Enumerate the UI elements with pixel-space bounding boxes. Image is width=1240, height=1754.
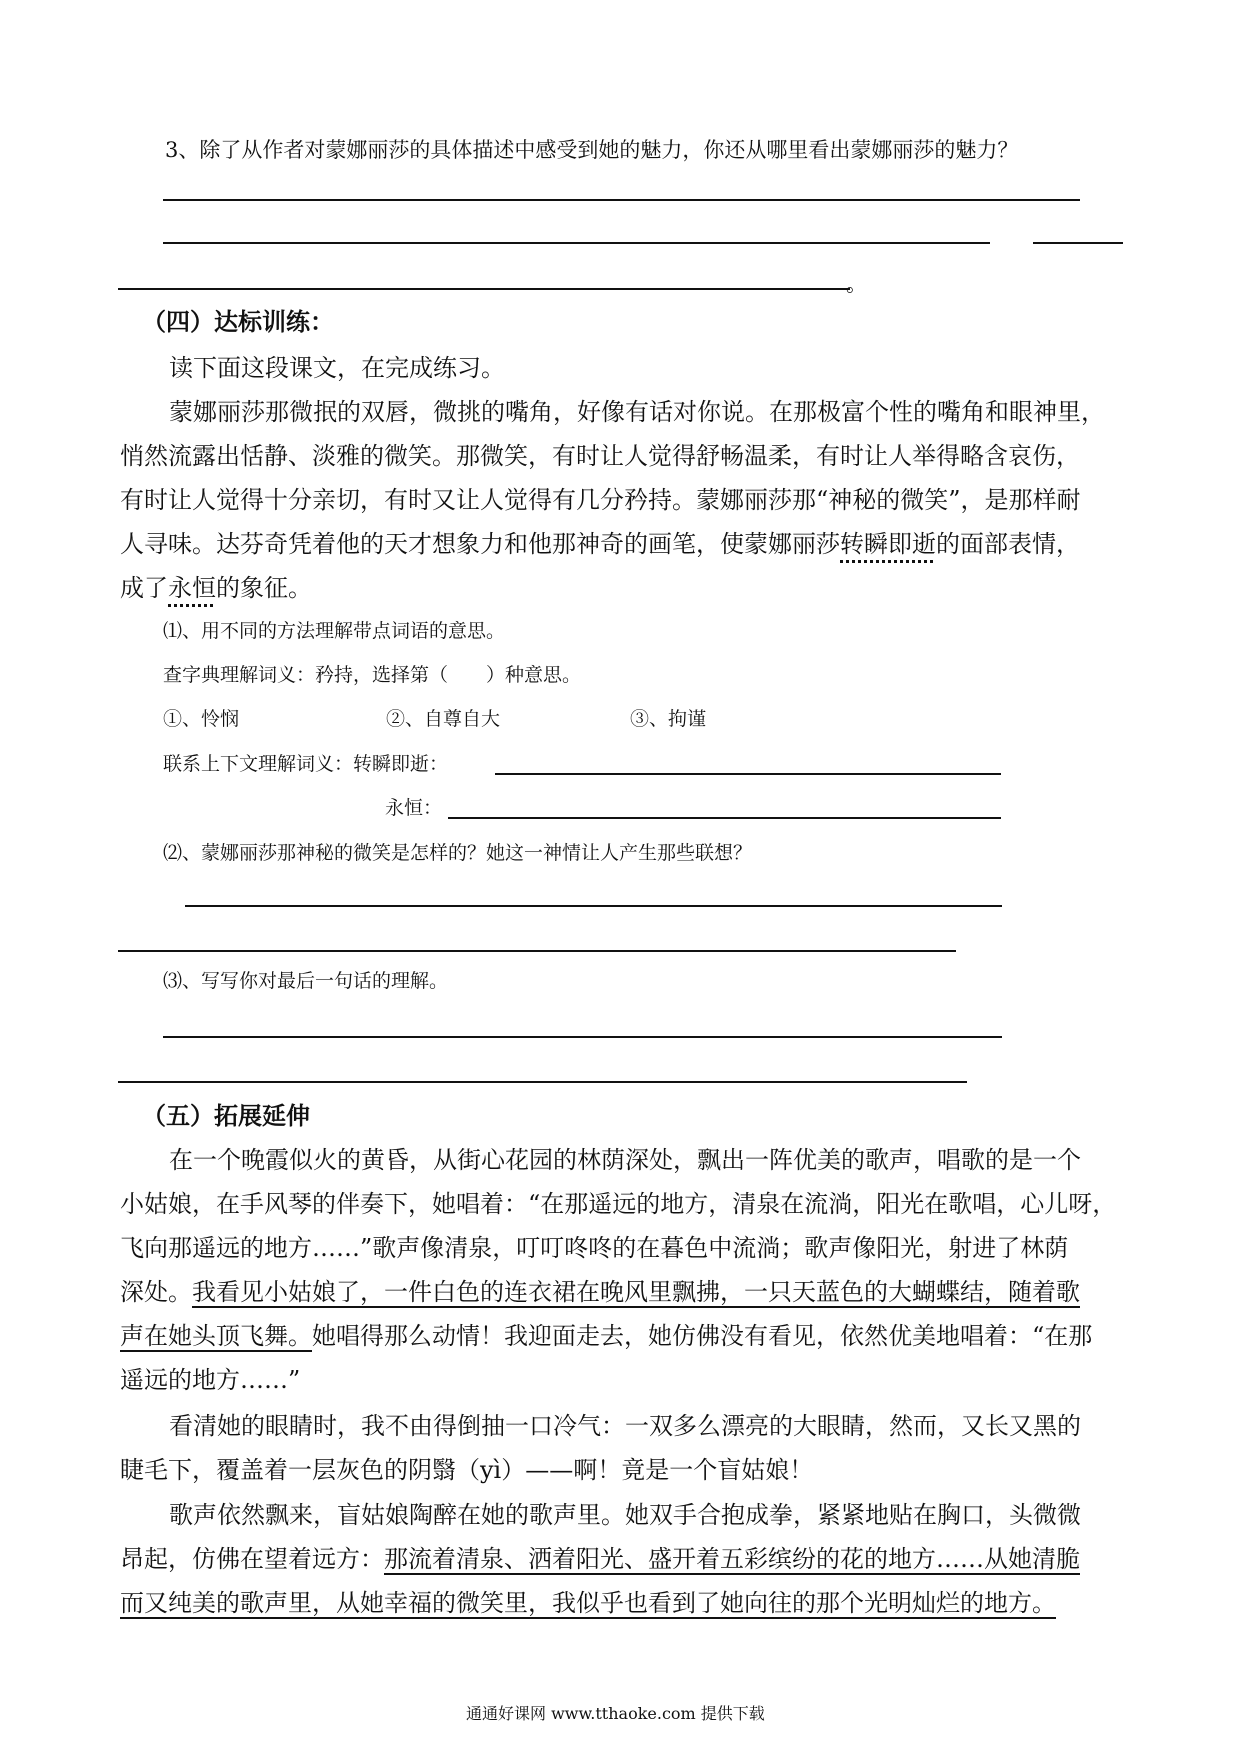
underlined-sentence: 我看见小姑娘了，一件白色的连衣裙在晚风里飘拂，一只天蓝色的大蝴蝶结，随着歌 xyxy=(192,1278,1080,1306)
dotted-word-zhuanshunjishi: 转瞬即逝 xyxy=(840,530,936,558)
passage2-line-5: 声在她头顶飞舞。她唱得那么动情！我迎面走去，她仿佛没有看见，依然优美地唱着：“在那 xyxy=(120,1322,1093,1350)
answer-line[interactable] xyxy=(163,242,990,244)
passage-line-1: 蒙娜丽莎那微抿的双唇，微挑的嘴角，好像有话对你说。在那极富个性的嘴角和眼神里， xyxy=(169,398,1105,426)
passage2-line-10: 昂起，仿佛在望着远方：那流着清泉、洒着阳光、盛开着五彩缤纷的花的地方……从她清脆 xyxy=(120,1545,1080,1573)
answer-line[interactable] xyxy=(163,1036,1002,1038)
answer-line[interactable] xyxy=(448,817,1001,819)
answer-line[interactable] xyxy=(185,905,1002,907)
passage-line-5: 成了永恒的象征。 xyxy=(120,574,312,602)
dotted-word-yongheng: 永恒 xyxy=(168,574,216,602)
passage-line-2: 悄然流露出恬静、淡雅的微笑。那微笑，有时让人觉得舒畅温柔，有时让人举得略含哀伤， xyxy=(120,442,1080,470)
option-1: ①、怜悯 xyxy=(163,708,240,730)
answer-line[interactable] xyxy=(495,773,1001,775)
answer-line[interactable] xyxy=(163,199,1080,201)
passage-line-3: 有时让人觉得十分亲切，有时又让人觉得有几分矜持。蒙娜丽莎那“神秘的微笑”，是那样耐 xyxy=(120,486,1081,514)
subquestion-1: ⑴、用不同的方法理解带点词语的意思。 xyxy=(163,620,506,642)
option-3: ③、拘谨 xyxy=(630,708,707,730)
dictionary-question: 查字典理解词义：矜持，选择第（ ）种意思。 xyxy=(163,664,582,686)
option-2: ②、自尊自大 xyxy=(386,708,501,730)
answer-line[interactable] xyxy=(118,288,850,290)
passage2-line-8: 睫毛下，覆盖着一层灰色的阴翳（yì）——啊！竟是一个盲姑娘！ xyxy=(120,1456,814,1484)
period-mark: 。 xyxy=(846,272,867,296)
underlined-sentence-cont: 声在她头顶飞舞。 xyxy=(120,1322,312,1350)
subquestion-3: ⑶、写写你对最后一句话的理解。 xyxy=(163,970,449,992)
passage2-line-2: 小姑娘，在手风琴的伴奏下，她唱着：“在那遥远的地方，清泉在流淌，阳光在歌唱，心儿呀， xyxy=(120,1190,1117,1218)
passage2-line-9: 歌声依然飘来，盲姑娘陶醉在她的歌声里。她双手合抱成拳，紧紧地贴在胸口，头微微 xyxy=(169,1501,1081,1529)
passage2-line-7: 看清她的眼睛时，我不由得倒抽一口冷气：一双多么漂亮的大眼睛，然而，又长又黑的 xyxy=(169,1412,1081,1440)
answer-line[interactable] xyxy=(1033,242,1123,244)
subquestion-2: ⑵、蒙娜丽莎那神秘的微笑是怎样的？她这一神情让人产生那些联想？ xyxy=(163,842,753,864)
passage2-line-1: 在一个晚霞似火的黄昏，从街心花园的林荫深处，飘出一阵优美的歌声，唱歌的是一个 xyxy=(169,1146,1081,1174)
passage2-line-6: 遥远的地方……” xyxy=(120,1366,301,1394)
question-3: 3、除了从作者对蒙娜丽莎的具体描述中感受到她的魅力，你还从哪里看出蒙娜丽莎的魅力？ xyxy=(165,138,1019,162)
section-4-heading: （四）达标训练： xyxy=(142,307,334,336)
passage-line-4: 人寻味。达芬奇凭着他的天才想象力和他那神奇的画笔，使蒙娜丽莎转瞬即逝的面部表情， xyxy=(120,530,1080,558)
section-4-intro: 读下面这段课文，在完成练习。 xyxy=(169,354,505,382)
yongheng-label: 永恒： xyxy=(385,797,443,819)
passage2-line-11: 而又纯美的歌声里，从她幸福的微笑里，我似乎也看到了她向往的那个光明灿烂的地方。 xyxy=(120,1589,1056,1617)
section-5-heading: （五）拓展延伸 xyxy=(142,1101,310,1130)
context-question-label: 联系上下文理解词义：转瞬即逝： xyxy=(163,753,449,775)
answer-line[interactable] xyxy=(118,950,956,952)
passage2-line-4: 深处。我看见小姑娘了，一件白色的连衣裙在晚风里飘拂，一只天蓝色的大蝴蝶结，随着歌 xyxy=(120,1278,1080,1306)
answer-line[interactable] xyxy=(118,1081,967,1083)
passage2-line-3: 飞向那遥远的地方……”歌声像清泉，叮叮咚咚的在暮色中流淌；歌声像阳光，射进了林荫 xyxy=(120,1234,1069,1262)
underlined-sentence-2: 那流着清泉、洒着阳光、盛开着五彩缤纷的花的地方……从她清脆 xyxy=(384,1545,1080,1573)
page-footer: 通通好课网 www.tthaoke.com 提供下载 xyxy=(466,1704,765,1723)
